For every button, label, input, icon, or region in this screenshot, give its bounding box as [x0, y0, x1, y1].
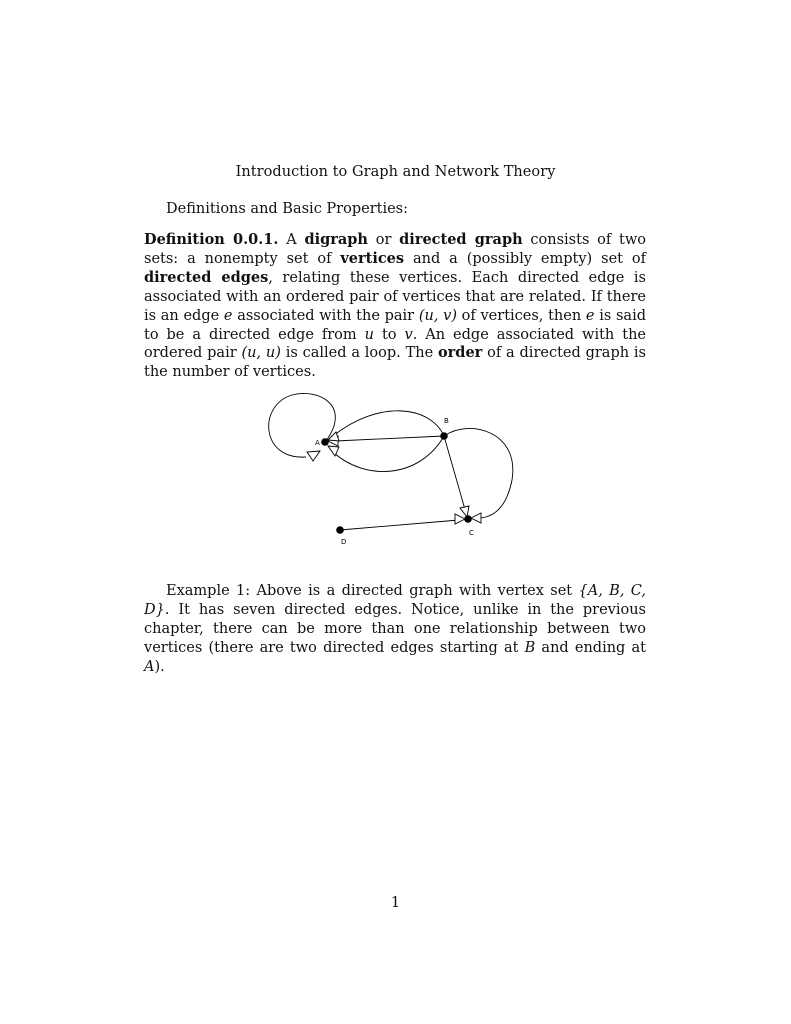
- page-title: Introduction to Graph and Network Theory: [235, 164, 556, 180]
- definition-text: of vertices, then: [456, 307, 586, 324]
- vertex-label-b: B: [444, 417, 449, 425]
- section-heading: Definitions and Basic Properties:: [166, 201, 409, 217]
- example-text: Example 1: Above is a directed graph with vertex set: [166, 583, 579, 599]
- edge-loop-a: [269, 393, 336, 457]
- math-b: B: [524, 639, 536, 656]
- arrowhead-b-to-a-lower: [328, 446, 339, 456]
- definition-text: or: [367, 232, 400, 248]
- term-directed-edges: directed edges: [144, 268, 269, 286]
- digraph-figure: [256, 386, 526, 551]
- vertex-b: [440, 432, 448, 440]
- vertex-label-d: D: [341, 538, 347, 546]
- math-uv: (u, v): [418, 307, 457, 324]
- math-e: e: [585, 307, 595, 324]
- definition-text: . An edge associated with the ordered pair: [144, 326, 646, 362]
- math-e: e: [223, 307, 233, 324]
- edge-b-to-a-lower: [333, 436, 444, 472]
- vertex-d: [336, 526, 344, 534]
- vertex-c: [464, 515, 472, 523]
- example-paragraph: [144, 582, 646, 677]
- definition-text: is said to be a directed edge from: [144, 307, 646, 343]
- definition-text: A: [278, 232, 305, 248]
- vertex-label-c: C: [469, 529, 474, 537]
- definition-paragraph: [144, 231, 646, 382]
- term-order: order: [438, 344, 483, 362]
- math-v: v: [404, 326, 413, 343]
- definition-text: consists of two sets: a nonempty set of: [144, 232, 646, 267]
- arrowhead-b-to-c-curved: [471, 513, 481, 523]
- definition-text: of a directed graph is the number of vertices.: [144, 345, 646, 381]
- edge-d-to-c: [340, 520, 459, 530]
- arrowhead-d-to-c: [455, 514, 465, 524]
- page-number: 1: [390, 895, 401, 911]
- example-text: and ending at: [535, 639, 646, 656]
- term-vertices: vertices: [340, 249, 405, 267]
- vertex-label-a: A: [315, 439, 320, 447]
- term-directed-graph: directed graph: [399, 231, 523, 248]
- edge-b-to-a-upper: [333, 411, 444, 436]
- example-text: . It has seven directed edges. Notice, unlike in the previous chapter, there can be more than one relationship between two vertices (there are two directed edges starting at: [144, 601, 646, 656]
- definition-text: , relating these vertices. Each directed edge is associated with an ordered pair of vertices that are related. If there is an edge: [144, 269, 646, 324]
- definition-text: to: [373, 326, 405, 343]
- definition-label: Definition 0.0.1.: [144, 231, 279, 248]
- arrowhead-b-to-a-upper: [328, 432, 339, 441]
- math-uu: (u, u): [241, 345, 281, 362]
- vertex-a: [321, 438, 329, 446]
- math-vertex-set: {A, B, C, D}: [144, 583, 646, 618]
- definition-text: associated with the pair: [232, 307, 419, 324]
- math-u: u: [364, 326, 374, 343]
- definition-text: and a (possibly empty) set of: [404, 250, 646, 267]
- term-digraph: digraph: [304, 231, 368, 248]
- edge-b-to-a-straight: [335, 436, 444, 441]
- edge-b-to-c-straight: [444, 436, 466, 513]
- math-a: A: [144, 658, 155, 675]
- example-text: ).: [154, 658, 165, 675]
- arrowhead-loop-a: [307, 451, 320, 461]
- definition-text: is called a loop. The: [280, 345, 438, 362]
